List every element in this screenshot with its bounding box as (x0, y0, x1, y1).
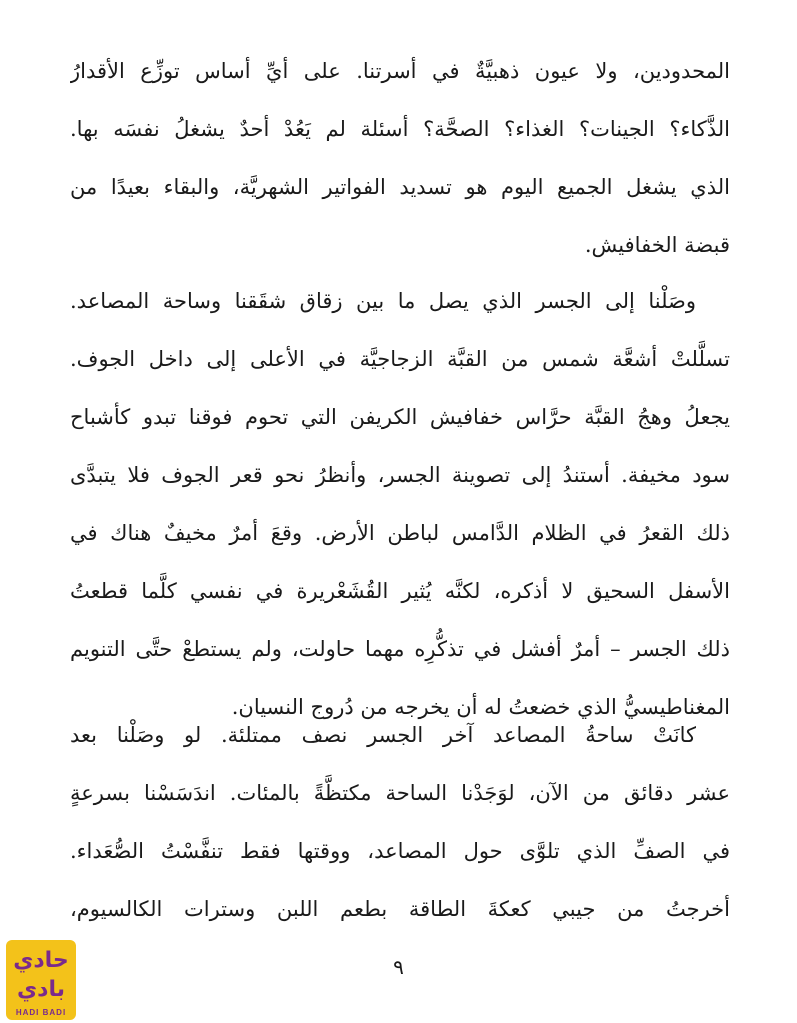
publisher-logo-caption: HADI BADI (15, 1008, 67, 1017)
paragraph-2 (70, 272, 730, 736)
text-line: ذلك القعرُ في الظلام الدَّامس لباطن الأرض. وقعَ أمرٌ مخيفٌ هناك في (70, 521, 730, 545)
text-line: قبضة الخفافيش. (584, 233, 730, 257)
text-line: الذي يشغل الجميع اليوم هو تسديد الفواتير الشهريَّة، والبقاء بعيدًا من (70, 175, 730, 199)
svg-text:حادي: حادي (13, 948, 69, 973)
text-line: المغناطيسيُّ الذي خضعتُ له أن يخرجه من دُروج النسيان. (231, 695, 730, 719)
text-line: يجعلُ وهجُ القبَّة حرَّاس خفافيش الكريفن التي تحوم فوقنا تبدو كأشباح (70, 405, 730, 429)
text-line: الأسفل السحيق لا أذكره، لكنَّه يُثير القُشَعْريرة في نفسي كلَّما قطعتُ (70, 579, 730, 603)
svg-text:بادي: بادي (17, 977, 65, 1002)
text-line: ذلك الجسر – أمرٌ أفشل في تذكُّرِه مهما حاولت، ولم يستطعْ حتَّى التنويم (70, 637, 730, 661)
paragraph-3 (70, 706, 730, 938)
paragraph-1 (70, 42, 730, 274)
publisher-logo (6, 940, 76, 1020)
text-line: في الصفِّ الذي تلوَّى حول المصاعد، ووقتها فقط تنفَّسْتُ الصُّعَداء. (70, 839, 730, 863)
text-line: سود مخيفة. أستندُ إلى تصوينة الجسر، وأنظرُ نحو قعر الجوف فلا يتبدَّى (70, 463, 730, 487)
text-line: عشر دقائق من الآن، لوَجَدْنا الساحة مكتظَّةً بالمئات. اندَسَسْنا بسرعةٍ (70, 781, 730, 805)
publisher-logo-mark (6, 940, 76, 1006)
page-number: ٩ (393, 955, 404, 979)
text-line: تسلَّلتْ أشعَّة شمس من القبَّة الزجاجيَّة في الأعلى إلى داخل الجوف. (70, 347, 730, 371)
text-line: أخرجتُ من جيبي كعكةَ الطاقة بطعم اللبن وسترات الكالسيوم، (70, 897, 730, 921)
text-line: كانَتْ ساحةُ المصاعد آخر الجسر نصف ممتلئة. لو وصَلْنا بعد (70, 723, 696, 747)
text-line: المحدودين، ولا عيون ذهبيَّةٌ في أسرتنا. على أيِّ أساس توزِّع الأقدارُ (70, 59, 730, 83)
text-line: وصَلْنا إلى الجسر الذي يصل ما بين زقاق شقَقنا وساحة المصاعد. (70, 289, 696, 313)
text-line: الذَّكاء؟ الجينات؟ الغذاء؟ الصحَّة؟ أسئلة لم يَعُدْ أحدٌ يشغلُ نفسَه بها. (70, 117, 730, 141)
